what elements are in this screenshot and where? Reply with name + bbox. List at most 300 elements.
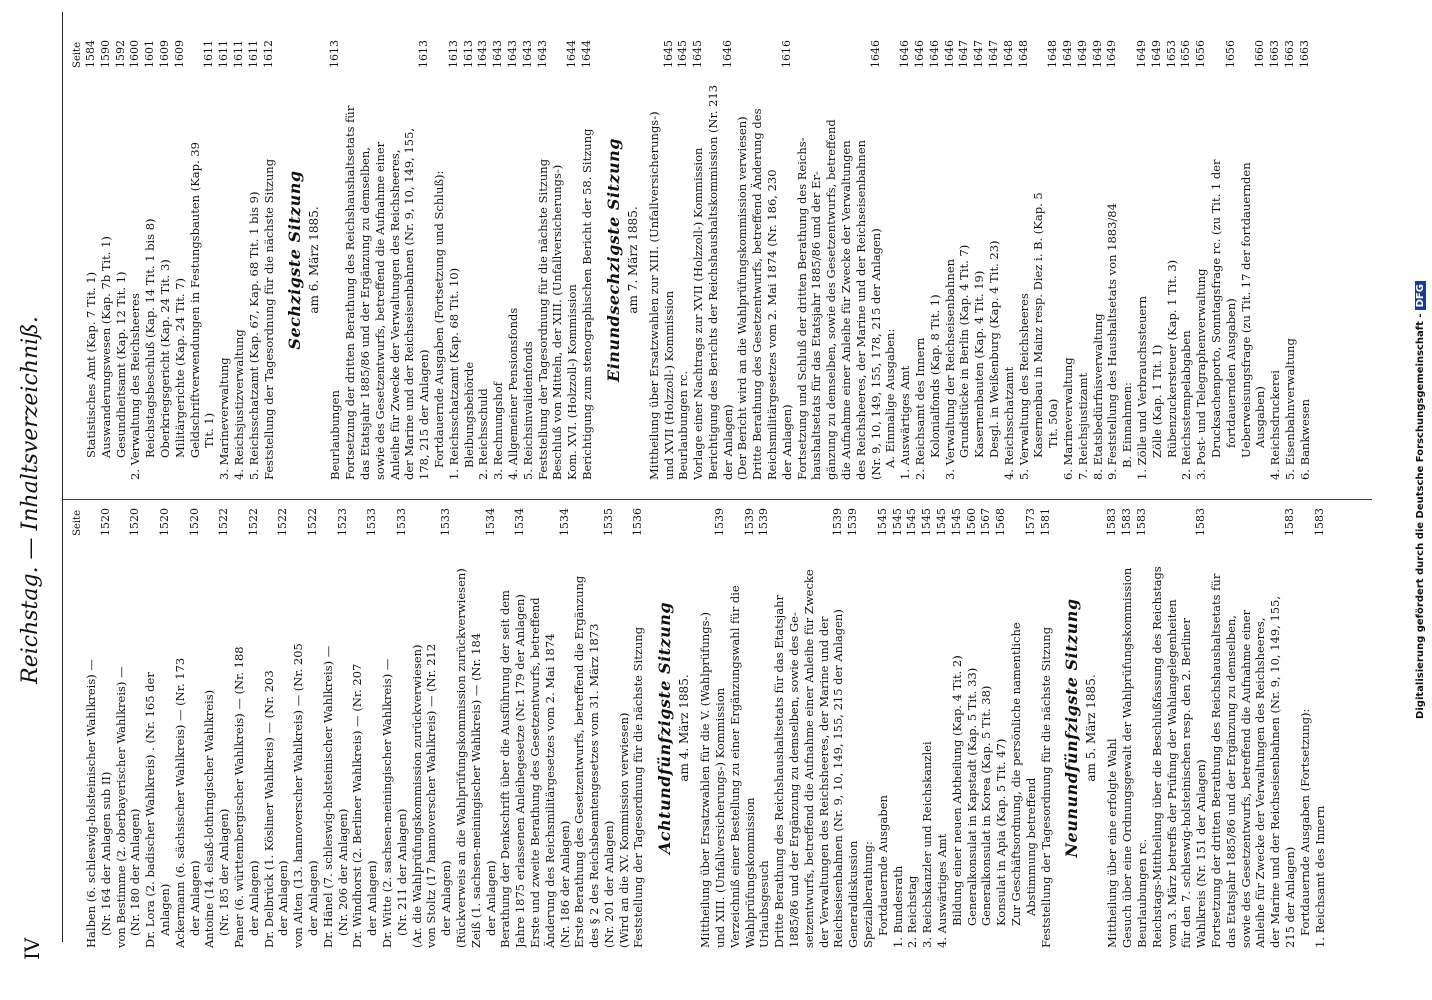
toc-entry	[1105, 508, 1120, 948]
toc-entry	[580, 40, 595, 480]
toc-entry-page: 1648	[1046, 40, 1060, 68]
toc-entry-page: 1649	[1105, 40, 1119, 68]
toc-entry	[1268, 40, 1283, 480]
toc-entry-page: 1523	[335, 508, 349, 536]
toc-entry-page: 1648	[1001, 40, 1015, 68]
toc-entry-text: 5. Reichsschatzamt (Kap. 67, Kap. 68 Tit. 1 bis 9)	[246, 191, 261, 480]
toc-entry-text: Gesuch über eine Ordnungsgewalt der Wahlprüfungskommission	[1120, 567, 1135, 948]
toc-entry-page: 1522	[305, 508, 319, 536]
toc-entry	[1017, 40, 1032, 480]
toc-entry-text: (Nr. 185 der Anlagen)	[217, 808, 232, 936]
toc-entry-page: 1600	[128, 40, 142, 68]
toc-entry-text: 4. Auswärtiges Amt	[935, 833, 950, 948]
toc-entry	[484, 508, 499, 948]
toc-entry-text: Mittheilung über eine erfolgte Wahl	[1105, 738, 1120, 948]
toc-entry-text: (Nr. 201 der Anlagen)	[601, 820, 616, 948]
toc-entry	[787, 508, 802, 948]
toc-entry-text: (Nr. 206 der Anlagen)	[335, 808, 350, 936]
toc-entry-text: 5. Eisenbahnverwaltung	[1282, 338, 1297, 480]
toc-entry	[1002, 40, 1017, 480]
toc-entry-text: das Etatsjahr 1885/86 und der Ergänzung zu demselben,	[357, 147, 372, 480]
left-column	[72, 508, 1327, 948]
toc-entry-text: (Ar. die Wahlprüfungskommission zurückverwiesen)	[409, 644, 424, 948]
toc-entry-text: 1885/86 und der Ergänzung zu demselben, sowie des Ge-	[787, 612, 802, 948]
toc-entry	[491, 40, 506, 480]
toc-entry-text: 9. Feststellung des Haushaltsetats von 1883/84	[1105, 203, 1120, 480]
toc-entry	[957, 40, 972, 480]
page-title: Reichstag. — Inhaltsverzeichniß.	[18, 316, 43, 684]
toc-entry-text: Dr. Delbrück (1. Kösliner Wahlkreis) — (Nr. 203	[261, 670, 276, 948]
seite-label: Seite	[72, 42, 83, 68]
toc-entry	[291, 508, 306, 948]
toc-entry	[1224, 508, 1239, 948]
toc-entry-text: Ausgaben)	[1253, 386, 1268, 448]
toc-entry-page: 1609	[172, 40, 186, 68]
toc-entry	[476, 40, 491, 480]
toc-entry-page: 1649	[1090, 40, 1104, 68]
toc-entry	[84, 508, 99, 948]
digitization-notice	[1415, 5, 1431, 995]
toc-entry-text: Beschluß von Mitteln, der XIII. (Unfallversicherungs-)	[550, 164, 565, 480]
toc-entry-page: 1645	[676, 40, 690, 68]
toc-entry	[306, 508, 321, 948]
toc-entry-text: setzentwurfs, betreffend die Aufnahme einer Anleihe für Zwecke	[801, 569, 816, 948]
toc-entry-text: gänzung zu demselben, sowie des Gesetzentwurfs, betreffend	[824, 119, 839, 480]
toc-entry-text: Zur Geschäftsordnung, die persönliche namentliche	[1009, 622, 1024, 926]
toc-entry	[158, 40, 173, 480]
toc-entry-page: 1545	[905, 508, 919, 536]
toc-entry	[343, 40, 358, 480]
toc-entry-page: 1583	[1105, 508, 1119, 536]
toc-entry-page: 1535	[601, 508, 615, 536]
toc-entry	[846, 508, 861, 948]
toc-entry-text: Ackermann (6. sächsischer Wahlkreis) — (Nr. 173	[172, 657, 187, 948]
toc-entry	[143, 40, 158, 480]
toc-entry	[831, 508, 846, 948]
toc-entry	[602, 508, 617, 948]
toc-entry-page: 1613	[461, 40, 475, 68]
toc-entry	[905, 508, 920, 948]
toc-entry-text: für den 7. schleswig-holsteinischen resp. den 2. Berliner	[1179, 618, 1194, 948]
toc-entry-text: Mittheilung über Ersatzwahlen zur XIII. (Unfallversicherungs-)	[646, 111, 661, 480]
toc-entry-text: Dritte Berathung des Gesetzentwurfs, betreffend Änderung des	[750, 108, 765, 480]
toc-entry	[410, 508, 425, 948]
toc-entry	[1150, 40, 1165, 480]
toc-entry-text: 2. Reichstag	[905, 875, 920, 948]
toc-entry-text: 1. Auswärtiges Amt	[898, 365, 913, 480]
toc-entry-text: von Stoltz (17 hannoverscher Wahlkreis) — (Nr. 212	[424, 643, 439, 948]
toc-entry	[817, 508, 832, 948]
toc-entry	[99, 508, 114, 948]
toc-entry-page: 1660	[1253, 40, 1267, 68]
toc-entry-page: 1520	[157, 508, 171, 536]
toc-entry-page: 1613	[446, 40, 460, 68]
toc-entry-page: 1643	[520, 40, 534, 68]
toc-entry	[447, 40, 462, 480]
toc-entry	[1150, 508, 1165, 948]
toc-entry-page: 1584	[84, 40, 97, 68]
toc-entry	[1120, 40, 1135, 480]
toc-entry-text: Wahlkreis (Nr. 151 der Anlagen)	[1194, 759, 1209, 948]
toc-entry	[1120, 508, 1135, 948]
toc-entry-text: Dr. Witte (2. sachsen-meiningischer Wahlkreis) —	[379, 658, 394, 948]
toc-entry	[365, 508, 380, 948]
toc-entry	[587, 508, 602, 948]
toc-entry	[935, 508, 950, 948]
toc-entry-page: 1545	[920, 508, 934, 536]
header-rule	[62, 12, 63, 942]
toc-entry	[232, 40, 247, 480]
toc-entry-page: 1534	[483, 508, 497, 536]
toc-entry	[336, 508, 351, 948]
toc-entry	[380, 508, 395, 948]
toc-entry-page: 1647	[987, 40, 1001, 68]
toc-entry	[913, 40, 928, 480]
toc-entry-text: Änderung des Reichsmilitärgesetzes vom 2. Mai 1874	[542, 633, 557, 948]
toc-entry-page: 1545	[949, 508, 963, 536]
toc-entry-page: 1646	[898, 40, 912, 68]
toc-entry-text: Beurlaubungen	[328, 390, 343, 480]
toc-entry-text: (Nr. 9, 10, 149, 155, 178, 215 der Anlagen)	[868, 228, 883, 480]
toc-entry	[506, 40, 521, 480]
toc-entry	[950, 508, 965, 948]
toc-entry-page: 1539	[846, 508, 860, 536]
toc-entry	[128, 508, 143, 948]
session-date: am 6. März 1885.	[307, 206, 322, 314]
toc-entry	[202, 508, 217, 948]
toc-entry-page: 1663	[1268, 40, 1282, 68]
toc-entry	[809, 40, 824, 480]
toc-entry	[1135, 40, 1150, 480]
toc-entry	[1061, 40, 1076, 480]
toc-entry	[743, 508, 758, 948]
toc-entry-text: Generalkonsulat in Korea (Kap. 5 Tit. 38)	[979, 685, 994, 926]
toc-entry-text: Anlagen)	[157, 883, 172, 936]
toc-entry-page: 1612	[261, 40, 275, 68]
toc-entry	[1165, 40, 1180, 480]
session-date: am 7. März 1885.	[625, 206, 640, 314]
toc-entry-page: 1649	[1061, 40, 1075, 68]
toc-entry-page: 1533	[394, 508, 408, 536]
toc-entry-page: 1545	[935, 508, 949, 536]
toc-entry-page: 1539	[831, 508, 845, 536]
toc-entry	[572, 508, 587, 948]
toc-entry-text: des § 2 des Reichsbeamtengesetzes vom 31. März 1873	[587, 623, 602, 948]
toc-entry-page: 1649	[1135, 40, 1148, 68]
toc-entry	[276, 508, 291, 948]
toc-entry	[891, 508, 906, 948]
toc-entry-text: Mittheilung über Ersatzwahlen für die V. (Wahlprüfungs-)	[698, 612, 713, 948]
toc-entry-text: Dr. Lora (2. badischer Wahlkreis) . (Nr. 165 der	[143, 672, 158, 948]
toc-entry-text: der Verwaltungen des Reichsheeres, der Marine und der	[816, 616, 831, 948]
toc-entry-text: 1. Reichsamt des Innern	[1312, 805, 1327, 948]
toc-entry-page: 1545	[875, 508, 889, 536]
toc-entry	[757, 508, 772, 948]
toc-entry-text: Erste und zweite Berathung des Gesetzentwurfs, betreffend	[527, 597, 542, 948]
toc-entry-page: 1522	[217, 508, 231, 536]
toc-entry-page: 1656	[1194, 40, 1208, 68]
toc-entry	[1283, 508, 1298, 948]
toc-entry	[128, 40, 143, 480]
toc-entry	[424, 508, 439, 948]
toc-entry-text: Fortsetzung der dritten Berathung des Reichshaushaltsetats für	[1208, 573, 1223, 948]
toc-entry-text: 1. Reichsschatzamt (Kap. 68 Tit. 10)	[446, 267, 461, 480]
toc-entry	[972, 40, 987, 480]
toc-entry-page: 1613	[417, 40, 431, 68]
toc-entry-page: 1663	[1297, 40, 1311, 68]
toc-entry	[395, 508, 410, 948]
toc-entry-text: Gesundheitsamt (Kap. 12 Tit. 1)	[113, 271, 128, 458]
toc-entry-text: Feststellung der Tagesordnung für die nächste Sitzung	[631, 626, 646, 948]
toc-entry-page: 1539	[713, 508, 727, 536]
toc-entry-text: 2. Reichsamt des Innern	[913, 337, 928, 480]
toc-entry-text: 4. Allgemeiner Pensionsfonds	[505, 307, 520, 480]
toc-entry	[869, 40, 884, 480]
toc-entry	[99, 40, 114, 480]
toc-entry-text: Paner (6. württembergischer Wahlkreis) — (Nr. 188	[231, 646, 246, 948]
toc-entry-page: 1616	[779, 40, 793, 68]
toc-entry	[462, 40, 477, 480]
toc-entry-text: Berathung der Denkschrift über die Ausführung der seit dem	[498, 590, 513, 948]
toc-entry	[262, 40, 277, 480]
toc-entry-text: 3. Rechnungshof	[491, 381, 506, 480]
toc-entry-text: Reichstagsbeschluß (Kap. 14 Tit. 1 bis 8)	[143, 218, 158, 458]
toc-entry-text: Beurlaubungen rc.	[676, 370, 691, 480]
toc-entry-text: der Anlagen)	[187, 860, 202, 936]
toc-entry	[1076, 40, 1091, 480]
toc-entry-text: Tit. 1)	[202, 412, 217, 448]
toc-entry	[861, 508, 876, 948]
toc-entry	[1224, 40, 1239, 480]
toc-entry	[1009, 508, 1024, 948]
toc-entry-text: 1. Zölle und Verbrauchssteuern	[1135, 295, 1149, 480]
toc-entry-text: Antoine (14. elsaß-lothringischer Wahlkreis)	[202, 689, 217, 948]
toc-entry-text: 2. Verwaltung des Reichsheeres	[128, 293, 143, 480]
toc-entry-text: Rübenzuckersteuer (Kap. 1 Tit. 3)	[1164, 259, 1179, 458]
toc-entry-text: Fortsetzung der dritten Berathung des Reichshaushaltsetats für	[343, 105, 358, 480]
toc-entry-text: der Anlagen)	[439, 860, 454, 936]
toc-entry-text: Fortdauernde Ausgaben (Fortsetzung):	[1297, 708, 1312, 936]
session-date: am 4. März 1885.	[677, 674, 692, 782]
toc-entry-page: 1611	[231, 40, 245, 68]
toc-entry	[373, 40, 388, 480]
toc-entry-text: Konsulat in Apia (Kap. 5 Tit. 47)	[994, 738, 1009, 926]
toc-entry-text: Berichtigung des Berichts der Reichshaushaltskommission (Nr. 213	[705, 84, 720, 480]
toc-entry-text: haushaltsetats für das Etatsjahr 1885/86 und der Er-	[809, 171, 824, 480]
toc-entry-text: B. Einnahmen:	[1120, 382, 1135, 468]
toc-entry	[1253, 508, 1268, 948]
toc-entry	[1135, 508, 1150, 948]
toc-entry	[780, 40, 795, 480]
toc-entry	[706, 40, 721, 480]
toc-entry-text: Dr. Windhorst (2. Berliner Wahlkreis) — (Nr. 207	[350, 663, 365, 948]
toc-entry-text: Feststellung der Tagesordnung für die nächste Sitzung	[1038, 626, 1053, 948]
toc-entry-page: 1647	[972, 40, 986, 68]
toc-entry	[536, 40, 551, 480]
toc-entry	[772, 508, 787, 948]
toc-entry-text: die Aufnahme einer Anleihe für Zwecke der Verwaltungen	[839, 140, 854, 480]
toc-entry	[795, 40, 810, 480]
toc-entry-text: (Nr. 164 der Anlagen sub II)	[98, 771, 113, 936]
toc-entry	[854, 40, 869, 480]
toc-entry-text: 5. Verwaltung des Reichsheeres	[1016, 293, 1031, 480]
toc-entry	[965, 508, 980, 948]
toc-entry-page: 1648	[1016, 40, 1030, 68]
toc-entry	[1194, 508, 1209, 948]
toc-entry-text: Statistisches Amt (Kap. 7 Tit. 1)	[84, 271, 98, 458]
toc-entry-text: Grundstücke in Berlin (Kap. 4 Tit. 7)	[957, 244, 972, 458]
toc-entry-page: 1611	[246, 40, 260, 68]
toc-entry	[513, 508, 528, 948]
toc-entry	[943, 40, 958, 480]
toc-entry	[321, 508, 336, 948]
toc-entry-text: fortdauernden Ausgaben)	[1223, 298, 1238, 448]
toc-entry-text: Reichseisenbahnen (Nr. 9, 10, 149, 155, 215 der Anlagen)	[831, 609, 846, 948]
toc-entry-text: Ueberweisungsfrage (zu Tit. 17 der fortdauernden	[1238, 162, 1253, 458]
toc-entry-text: 178, 215 der Anlagen)	[417, 349, 432, 480]
toc-entry	[920, 508, 935, 948]
toc-entry	[1209, 508, 1224, 948]
toc-entry-page: 1520	[187, 508, 201, 536]
toc-entry-page: 1653	[1164, 40, 1178, 68]
toc-entry-page: 1539	[757, 508, 771, 536]
toc-entry-page: 1583	[1135, 508, 1148, 536]
toc-entry-page: 1536	[631, 508, 645, 536]
toc-entry-text: (Wird an die XV. Kommission verwiesen)	[616, 712, 631, 948]
toc-entry-text: Urlaubsgesuch	[757, 860, 772, 948]
toc-entry	[698, 508, 713, 948]
toc-entry-text: der Marine und der Reichseisenbahnen (Nr. 9, 10, 149, 155,	[402, 127, 417, 480]
seite-label: Seite	[72, 510, 83, 536]
toc-entry	[1239, 508, 1254, 948]
toc-entry-text: Wahlprüfungskommission	[742, 797, 757, 948]
toc-entry	[565, 40, 580, 480]
toc-entry	[1194, 40, 1209, 480]
toc-entry-text: Generaldiskussion	[846, 840, 861, 948]
toc-entry	[469, 508, 484, 948]
toc-entry-text: Verzeichniß einer Bestellung zu einer Ergänzungswahl für die	[727, 585, 742, 948]
toc-entry-text: Erste Berathung des Gesetzentwurfs, betreffend die Ergänzung	[572, 575, 587, 948]
toc-entry-text: 215 der Anlagen)	[1282, 846, 1297, 948]
toc-entry-text: A. Einmalige Ausgaben:	[883, 328, 898, 468]
toc-entry-text: der Anlagen)	[276, 860, 291, 936]
toc-entry-text: der Anlagen)	[483, 860, 498, 936]
toc-entry-text: Halben (6. schleswig-holsteinischer Wahlkreis) —	[84, 659, 98, 948]
toc-entry-page: 1646	[868, 40, 882, 68]
toc-entry	[114, 508, 129, 948]
toc-entry-page: 1522	[246, 508, 260, 536]
toc-entry-text: Kom. XVI. (Holzzoll-) Kommission	[565, 284, 580, 480]
toc-entry-text: Kolonialfonds (Kap. 8 Tit. 1)	[927, 294, 942, 458]
page-number: IV	[20, 937, 44, 960]
toc-entry-text: 4. Reichsjustizverwaltung	[231, 329, 246, 480]
toc-entry	[439, 508, 454, 948]
toc-entry-text: (Rückverweis an die Wahlprüfungskommission zurückverwiesen)	[453, 568, 468, 948]
toc-entry	[1209, 40, 1224, 480]
toc-entry-page: 1534	[557, 508, 571, 536]
toc-entry	[558, 508, 573, 948]
toc-entry-text: Anleihe für Zwecke der Verwaltungen des Reichsheeres,	[387, 149, 402, 480]
toc-entry-text: der Anlagen)	[720, 404, 735, 480]
digitization-text: Digitalisierung gefördert durch die Deutsche Forschungsgemeinschaft -	[1415, 313, 1426, 719]
toc-entry	[550, 40, 565, 480]
toc-entry-text: 3. Reichskanzler und Reichskanzlei	[920, 741, 935, 948]
toc-entry	[839, 40, 854, 480]
toc-entry	[876, 508, 891, 948]
toc-entry-text: Zeiß (1. sachsen-meiningischer Wahlkreis) — (Nr. 184	[468, 632, 483, 948]
toc-entry	[617, 508, 632, 948]
toc-entry-text: 6. Marineverwaltung	[1061, 357, 1076, 480]
toc-entry-page: 1644	[579, 40, 593, 68]
toc-entry	[721, 40, 736, 480]
toc-entry	[1031, 40, 1046, 480]
toc-entry	[173, 40, 188, 480]
toc-entry	[802, 508, 817, 948]
toc-entry-text: Jahre 1875 erlassenen Anleihegesetze (Nr. 179 der Anlagen)	[513, 594, 528, 948]
toc-entry	[84, 40, 99, 480]
toc-entry	[262, 508, 277, 948]
toc-entry	[631, 508, 646, 948]
toc-entry-text: Feststellung der Tagesordnung für die nächste Sitzung	[261, 158, 276, 480]
toc-entry-text: Kasernenbau in Mainz resp. Diez i. B. (Kap. 5	[1031, 192, 1046, 458]
toc-entry	[987, 40, 1002, 480]
toc-entry-text: Geldschriftverwendungen in Festungsbauten (Kap. 39	[187, 142, 202, 458]
toc-entry	[1283, 40, 1298, 480]
toc-entry	[691, 40, 706, 480]
toc-entry-text: Anleihe für Zwecke der Verwaltungen des Reichsheeres,	[1253, 617, 1268, 948]
toc-entry-text: Oberkriegsgericht (Kap. 24 Tit. 3)	[157, 259, 172, 458]
toc-entry-text: Abstimmung betreffend	[1023, 777, 1038, 916]
toc-entry	[1313, 508, 1328, 948]
toc-entry-text: Reichstags-Mittheilung über die Beschlußfassung des Reichstags	[1149, 566, 1164, 948]
toc-entry-text: Feststellung der Tagesordnung für die nächste Sitzung	[535, 158, 550, 480]
toc-entry-page: 1522	[276, 508, 290, 536]
toc-entry-page: 1649	[1149, 40, 1163, 68]
toc-entry-page: 1592	[113, 40, 127, 68]
toc-entry	[143, 508, 158, 948]
toc-entry-page: 1583	[1282, 508, 1296, 536]
toc-entry-page: 1646	[720, 40, 734, 68]
toc-entry	[735, 40, 750, 480]
toc-entry	[188, 40, 203, 480]
toc-entry-text: 1. Bundesrath	[890, 865, 905, 948]
toc-entry-text: Militärgerichte (Kap. 24 Tit. 7)	[172, 277, 187, 458]
toc-entry	[1298, 40, 1313, 480]
toc-entry-page: 1656	[1179, 40, 1193, 68]
toc-entry-text: Tit. 50a)	[1046, 398, 1061, 448]
toc-entry-text: (Der Bericht wird an die Wahlprüfungskommission verwiesen)	[735, 116, 750, 480]
toc-entry	[728, 508, 743, 948]
toc-entry-page: 1533	[439, 508, 453, 536]
toc-entry-page: 1613	[328, 40, 342, 68]
toc-entry-text: (Nr. 211 der Anlagen)	[394, 808, 409, 936]
toc-entry	[1179, 508, 1194, 948]
toc-entry-page: 1646	[913, 40, 927, 68]
session-heading: Sechzigste Sitzung	[285, 170, 305, 350]
toc-entry	[454, 508, 469, 948]
toc-entry	[1046, 40, 1061, 480]
toc-entry	[388, 40, 403, 480]
toc-entry-text: vom 3. März betreffs der Prüfung der Wahlangelegenheiten	[1164, 599, 1179, 948]
toc-entry	[1105, 40, 1120, 480]
toc-entry-text: 6. Bankwesen	[1297, 398, 1312, 480]
toc-entry-text: Dr. Hänel (7. schleswig-holsteinischer Wahlkreis) —	[320, 645, 335, 948]
toc-entry	[1091, 40, 1106, 480]
toc-entry	[1165, 508, 1180, 948]
toc-entry	[217, 40, 232, 480]
toc-entry	[188, 508, 203, 948]
toc-entry-page: 1644	[565, 40, 579, 68]
